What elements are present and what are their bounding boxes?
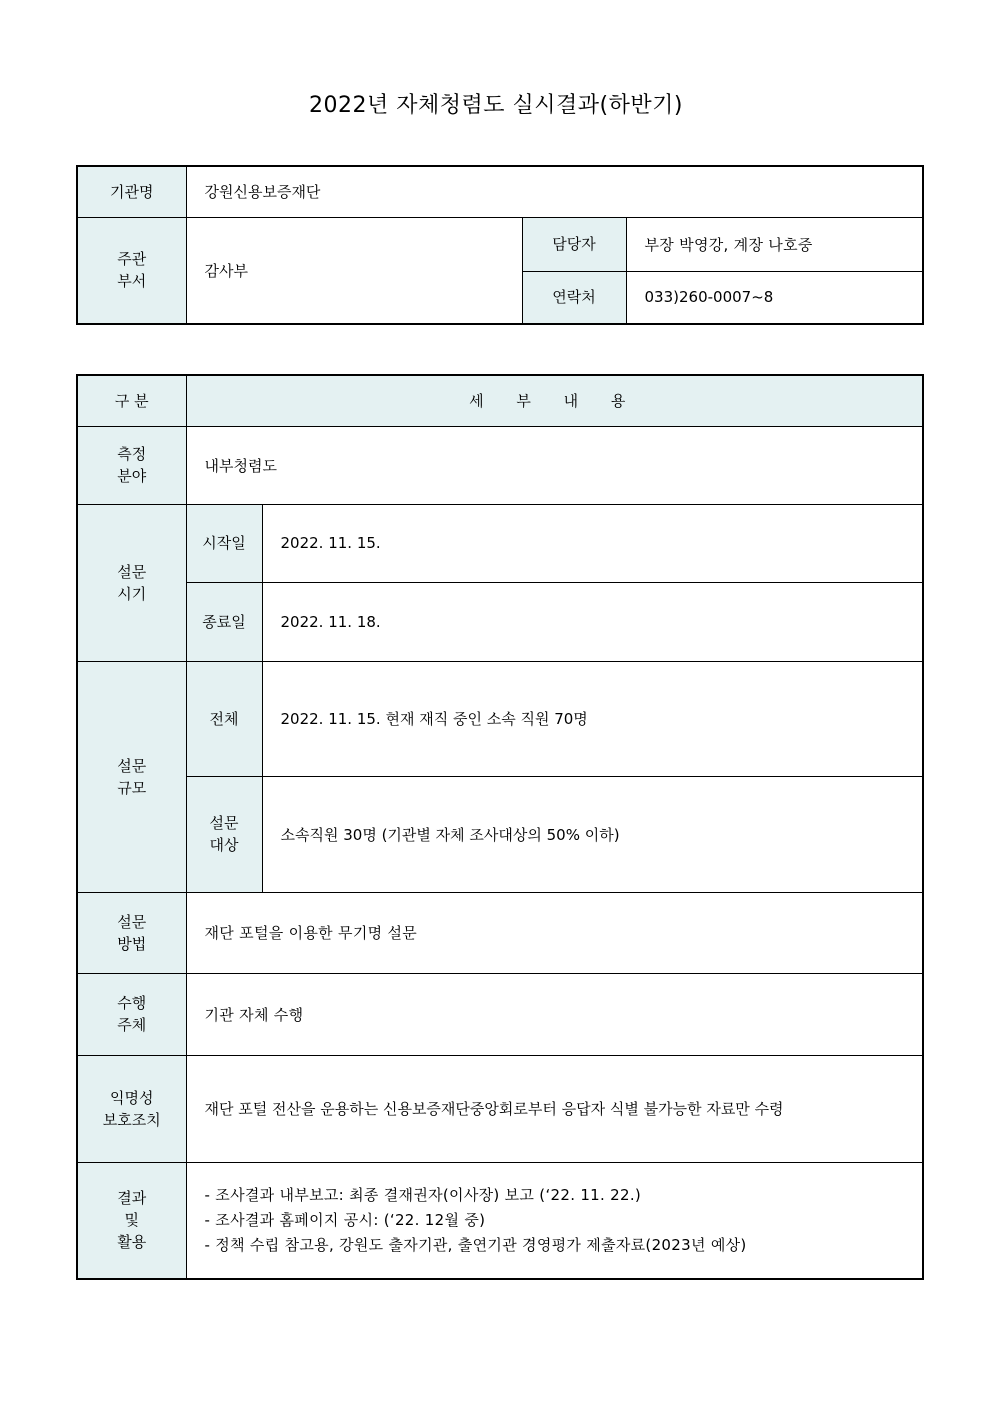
contact-label: 연락처 (522, 271, 626, 324)
anonymity-label (77, 1055, 186, 1162)
dept-label-line-2: 부서 (117, 272, 147, 291)
period-label (77, 504, 186, 661)
result-item: - 조사결과 내부보고: 최종 결재권자(이사장) 보고 (‘22. 11. 22.) (204, 1185, 642, 1204)
target-label-line-1: 설문 (209, 814, 239, 832)
scale-label (77, 661, 186, 892)
start-value: 2022. 11. 15. (262, 504, 923, 582)
anonymity-value: 재단 포털 전산을 운용하는 신용보증재단중앙회로부터 응답자 식별 불가능한 자료만 수령 (186, 1055, 923, 1162)
method-label-line-2: 방법 (117, 934, 147, 953)
info-table (76, 165, 924, 325)
page-title: 2022년 자체청렴도 실시결과(하반기) (309, 93, 683, 118)
field-label-line-2: 분야 (117, 467, 147, 485)
method-value: 재단 포털을 이용한 무기명 설문 (186, 892, 923, 973)
method-label-line-1: 설문 (117, 912, 147, 931)
scale-label-line-2: 규모 (117, 778, 147, 797)
manager-label: 담당자 (522, 217, 626, 271)
subject-value: 기관 자체 수행 (186, 973, 923, 1055)
method-label (77, 892, 186, 973)
target-label (186, 776, 262, 892)
target-label-line-2: 대상 (209, 836, 239, 854)
field-label (77, 426, 186, 504)
dept-value: 감사부 (186, 217, 522, 324)
org-label: 기관명 (77, 166, 186, 217)
result-item: - 조사결과 홈페이지 공시: (‘22. 12월 중) (204, 1210, 486, 1229)
dept-label-line-1: 주관 (117, 250, 147, 269)
anonymity-label-line-2: 보호조치 (102, 1110, 161, 1129)
period-label-line-2: 시기 (117, 584, 147, 603)
result-label-line-1: 결과 (117, 1189, 147, 1208)
field-value: 내부청렴도 (186, 426, 923, 504)
scale-label-line-1: 설문 (117, 756, 147, 775)
manager-value: 부장 박영강, 계장 나호중 (626, 217, 923, 271)
total-value: 2022. 11. 15. 현재 재직 중인 소속 직원 70명 (262, 661, 923, 776)
result-label-line-2: 및 (124, 1211, 139, 1230)
detail-table (76, 374, 924, 1280)
target-value: 소속직원 30명 (기관별 자체 조사대상의 50% 이하) (262, 776, 923, 892)
result-item: - 정책 수립 참고용, 강원도 출자기관, 출연기관 경영평가 제출자료(2023년 예상) (204, 1235, 747, 1254)
subject-label (77, 973, 186, 1055)
head-detail: 세 부 내 용 (186, 375, 923, 426)
start-label: 시작일 (186, 504, 262, 582)
org-value: 강원신용보증재단 (186, 166, 923, 217)
field-label-line-1: 측정 (117, 445, 147, 463)
dept-label (77, 217, 186, 324)
contact-value: 033)260-0007~8 (626, 271, 923, 324)
period-label-line-1: 설문 (117, 562, 147, 581)
head-category: 구 분 (77, 375, 186, 426)
result-list (186, 1162, 923, 1279)
total-label: 전체 (186, 661, 262, 776)
anonymity-label-line-1: 익명성 (110, 1088, 154, 1107)
subject-label-line-2: 주체 (117, 1016, 147, 1034)
end-label: 종료일 (186, 582, 262, 661)
subject-label-line-1: 수행 (117, 994, 147, 1012)
end-value: 2022. 11. 18. (262, 582, 923, 661)
result-label-line-3: 활용 (117, 1233, 147, 1252)
result-label (77, 1162, 186, 1279)
